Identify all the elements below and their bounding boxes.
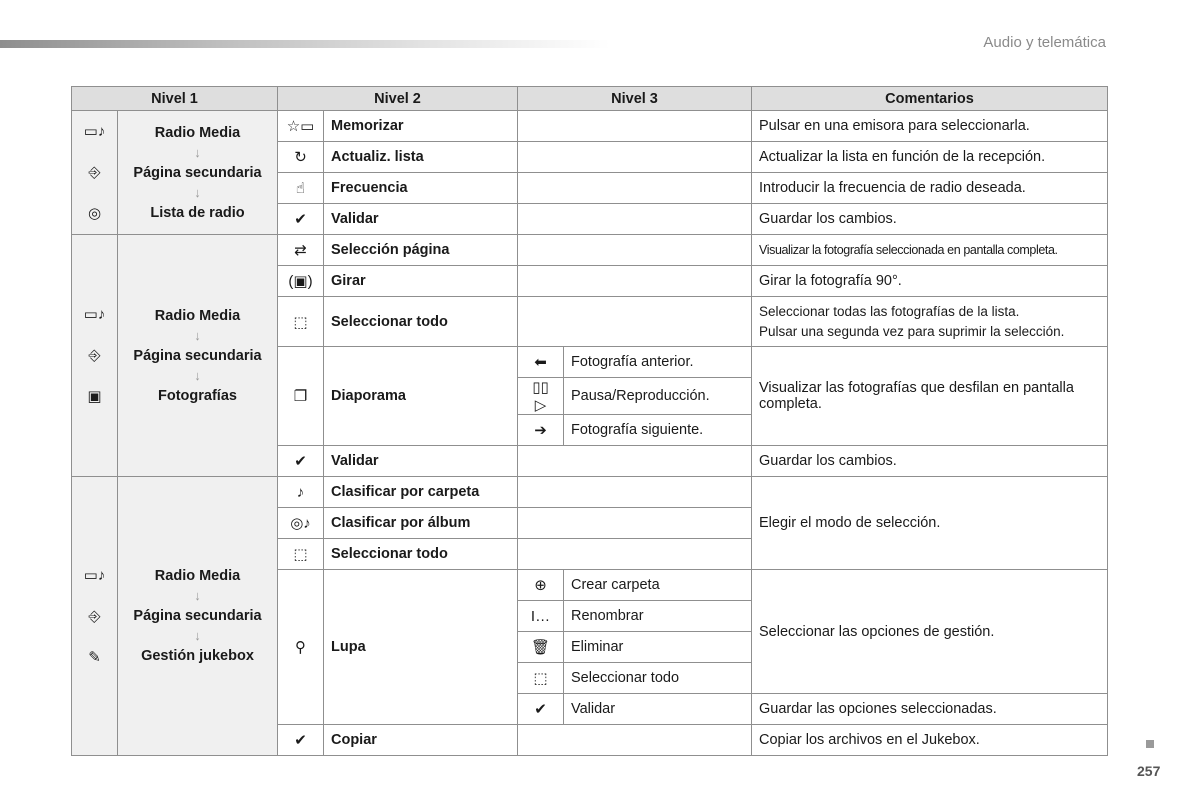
level3-label: Fotografía anterior.	[564, 347, 752, 378]
level1-label: Página secundaria	[133, 608, 262, 624]
magnifier-icon: ⚲	[278, 570, 324, 725]
arrow-right-icon: ➔	[518, 415, 564, 446]
comment-cell: Seleccionar las opciones de gestión.	[752, 570, 1108, 694]
rotate-icon: (▣)	[278, 266, 324, 297]
level2-label: Copiar	[324, 725, 518, 756]
arrow-down-icon: ↓	[194, 144, 201, 160]
arrow-down-icon: ↓	[194, 367, 201, 383]
check-icon: ✔	[278, 204, 324, 235]
secondary-page-icon: ⎆	[88, 347, 101, 364]
comment-line: Pulsar una segunda vez para suprimir la selección.	[759, 323, 1065, 339]
level1-label: Lista de radio	[150, 204, 245, 221]
level3-empty	[518, 142, 752, 173]
check-icon: ✔	[518, 694, 564, 725]
page-marker	[1146, 740, 1154, 748]
level3-empty	[518, 297, 752, 347]
frequency-icon: ☝	[278, 173, 324, 204]
level2-label: Actualiz. lista	[324, 142, 518, 173]
header-comentarios: Comentarios	[752, 87, 1108, 111]
level3-label: Seleccionar todo	[564, 663, 752, 694]
header-gradient-bar	[0, 40, 610, 48]
level3-label: Eliminar	[564, 632, 752, 663]
page-number: 257	[1137, 763, 1161, 779]
header-nivel1: Nivel 1	[72, 87, 278, 111]
comment-cell: Copiar los archivos en el Jukebox.	[752, 725, 1108, 756]
level1-label: Página secundaria	[133, 164, 262, 181]
pause-play-icon: ▯▯ ▷	[518, 378, 564, 415]
comment-cell: Pulsar en una emisora para seleccionarla.	[752, 111, 1108, 142]
comment-cell: Introducir la frecuencia de radio deseada.	[752, 173, 1108, 204]
level3-empty	[518, 235, 752, 266]
select-all-icon: ⬚	[518, 663, 564, 694]
level1-path	[118, 111, 278, 235]
level3-empty	[518, 173, 752, 204]
comment-cell: Guardar los cambios.	[752, 204, 1108, 235]
comment-cell: Guardar los cambios.	[752, 446, 1108, 477]
level2-label: Clasificar por álbum	[324, 508, 518, 539]
select-all-icon: ⬚	[278, 539, 324, 570]
table-row	[72, 477, 1108, 508]
level1-icons	[72, 111, 118, 235]
comment-cell: Visualizar la fotografía seleccionada en pantalla completa.	[752, 235, 1108, 266]
level2-label: Validar	[324, 204, 518, 235]
level3-empty	[518, 266, 752, 297]
level1-label: Página secundaria	[133, 347, 262, 364]
level2-label: Clasificar por carpeta	[324, 477, 518, 508]
level3-label: Fotografía siguiente.	[564, 415, 752, 446]
trash-icon: 🗑	[518, 632, 564, 663]
level1-icons	[72, 477, 118, 756]
arrow-down-icon: ↓	[194, 327, 201, 343]
level3-empty	[518, 539, 752, 570]
table-row	[72, 111, 1108, 142]
level2-label: Seleccionar todo	[324, 539, 518, 570]
refresh-list-icon: ↻	[278, 142, 324, 173]
level3-label: Renombrar	[564, 601, 752, 632]
page-header-title: Audio y telemática	[983, 34, 1106, 51]
table-row	[72, 235, 1108, 266]
level2-label: Diaporama	[324, 347, 518, 446]
level1-label: Radio Media	[154, 568, 241, 584]
create-folder-icon: ⊕	[518, 570, 564, 601]
arrow-left-icon: ⬅	[518, 347, 564, 378]
comment-cell: Actualizar la lista en función de la recepción.	[752, 142, 1108, 173]
level1-path	[118, 477, 278, 756]
page-select-icon: ⇄	[278, 235, 324, 266]
comment-cell: Girar la fotografía 90°.	[752, 266, 1108, 297]
radio-media-icon: ▭♪	[83, 566, 106, 584]
level1-icons	[72, 235, 118, 477]
memorize-icon: ☆▭	[278, 111, 324, 142]
level3-label: Crear carpeta	[564, 570, 752, 601]
level3-empty	[518, 446, 752, 477]
arrow-down-icon: ↓	[194, 184, 201, 200]
level3-label: Validar	[564, 694, 752, 725]
album-sort-icon: ◎♪	[278, 508, 324, 539]
level1-label: Fotografías	[158, 387, 237, 404]
level2-label: Girar	[324, 266, 518, 297]
jukebox-icon: ✎	[88, 648, 101, 666]
arrow-down-icon: ↓	[194, 628, 201, 643]
radio-media-icon: ▭♪	[83, 123, 106, 140]
level3-empty	[518, 508, 752, 539]
table-header-row	[72, 87, 1108, 111]
rename-icon: I…	[518, 601, 564, 632]
level3-label: Pausa/Reproducción.	[564, 378, 752, 415]
radio-list-icon: ◎	[87, 205, 102, 222]
comment-line: Seleccionar todas las fotografías de la lista.	[759, 303, 1020, 319]
select-all-icon: ⬚	[278, 297, 324, 347]
level1-path	[118, 235, 278, 477]
folder-sort-icon: ♪	[278, 477, 324, 508]
radio-media-icon: ▭♪	[83, 306, 106, 323]
level2-label: Memorizar	[324, 111, 518, 142]
level3-empty	[518, 477, 752, 508]
comment-cell	[752, 297, 1108, 347]
check-icon: ✔	[278, 725, 324, 756]
level2-label: Frecuencia	[324, 173, 518, 204]
menu-table	[71, 86, 1108, 756]
photos-icon: ▣	[87, 388, 102, 405]
secondary-page-icon: ⎆	[88, 607, 101, 625]
comment-cell: Elegir el modo de selección.	[752, 477, 1108, 570]
level2-label: Validar	[324, 446, 518, 477]
level1-label: Radio Media	[154, 124, 241, 141]
arrow-down-icon: ↓	[194, 588, 201, 603]
header-nivel2: Nivel 2	[278, 87, 518, 111]
secondary-page-icon: ⎆	[88, 164, 101, 181]
level2-label: Selección página	[324, 235, 518, 266]
comment-cell: Visualizar las fotografías que desfilan en pantalla completa.	[752, 347, 1108, 446]
level3-empty	[518, 111, 752, 142]
slideshow-icon: ❐	[278, 347, 324, 446]
check-icon: ✔	[278, 446, 324, 477]
level2-label: Lupa	[324, 570, 518, 725]
level1-label: Gestión jukebox	[141, 648, 254, 664]
level1-label: Radio Media	[154, 307, 241, 324]
comment-cell: Guardar las opciones seleccionadas.	[752, 694, 1108, 725]
level3-empty	[518, 725, 752, 756]
level3-empty	[518, 204, 752, 235]
header-nivel3: Nivel 3	[518, 87, 752, 111]
level2-label: Seleccionar todo	[324, 297, 518, 347]
